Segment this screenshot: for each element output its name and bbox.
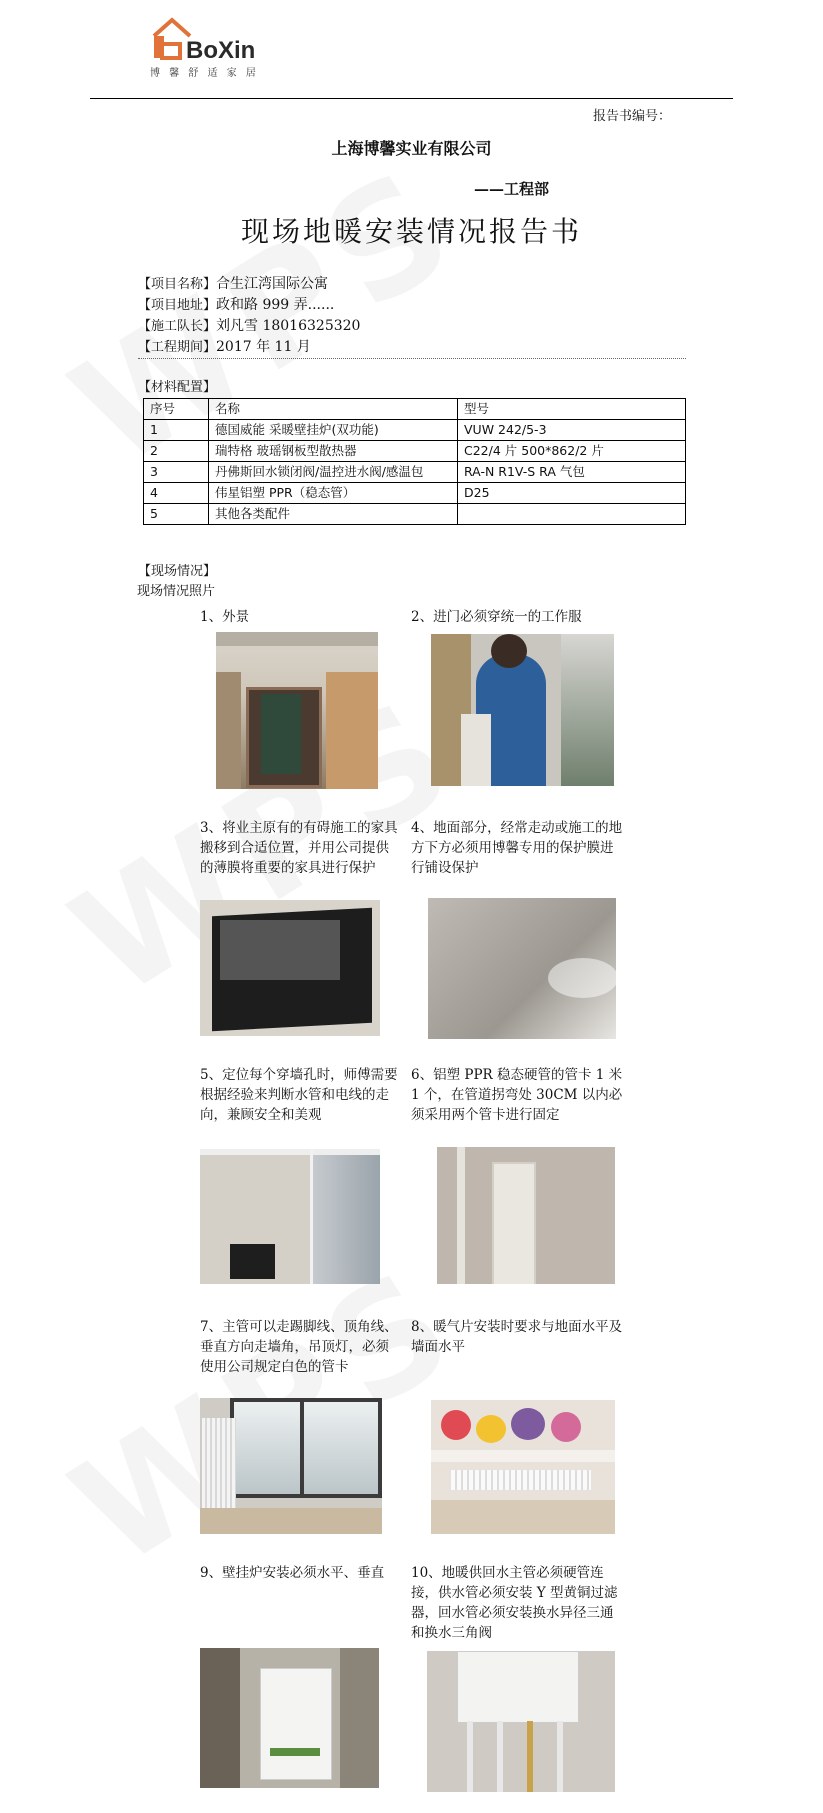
boiler-photo bbox=[200, 1648, 379, 1788]
floor-protection-photo bbox=[428, 898, 616, 1039]
table-header-cell: 序号 bbox=[144, 399, 209, 420]
project-period-line: 【工程期间】2017 年 11 月 bbox=[138, 339, 311, 355]
building-entrance-photo bbox=[216, 632, 378, 789]
site-section-subtitle: 现场情况照片 bbox=[137, 584, 216, 599]
photo-caption-3: 3、将业主原有的有碍施工的家具搬移到合适位置，并用公司提供的薄膜将重要的家具进行保护 bbox=[200, 820, 398, 876]
boiler-pipes-photo bbox=[427, 1651, 615, 1792]
table-header-row bbox=[144, 399, 686, 420]
table-row: 2 瑞特格 玻瑶钢板型散热器 C22/4 片 500*862/2 片 bbox=[144, 441, 686, 462]
photo-caption-8: 8、暖气片安装时要求与地面水平及墙面水平 bbox=[411, 1319, 623, 1355]
photo-caption-9: 9、壁挂炉安装必须水平、垂直 bbox=[200, 1565, 385, 1581]
department: ——工程部 bbox=[474, 180, 550, 198]
logo-text: BoXin bbox=[186, 37, 256, 64]
project-name-line: 【项目名称】合生江湾国际公寓 bbox=[138, 276, 329, 292]
logo-tagline: 博 馨 舒 适 家 居 bbox=[150, 68, 259, 79]
page-title: 现场地暖安装情况报告书 bbox=[240, 215, 582, 248]
door-pipe-photo bbox=[437, 1147, 615, 1284]
radiator-window-photo bbox=[200, 1398, 382, 1534]
photo-caption-6: 6、铝塑 PPR 稳态硬管的管卡 1 米 1 个，在管道拐弯处 30CM 以内必须采用两个管卡进行固定 bbox=[411, 1067, 623, 1123]
company-logo bbox=[150, 14, 270, 80]
materials-title: 【材料配置】 bbox=[138, 380, 217, 395]
photo-caption-5: 5、定位每个穿墙孔时，师傅需要根据经验来判断水管和电线的走向，兼顾安全和美观 bbox=[200, 1067, 398, 1123]
photo-caption-4: 4、地面部分，经常走动或施工的地方下方必须用博馨专用的保护膜进行铺设保护 bbox=[411, 820, 623, 876]
company-name: 上海博馨实业有限公司 bbox=[331, 139, 492, 158]
photo-caption-7: 7、主管可以走踢脚线、顶角线、垂直方向走墙角，吊顶灯，必须使用公司规定白色的管卡 bbox=[200, 1319, 398, 1375]
tv-wrapped-photo bbox=[200, 900, 380, 1036]
table-row: 3 丹佛斯回水锁闭阀/温控进水阀/感温包 RA-N R1V-S RA 气包 bbox=[144, 462, 686, 483]
radiator-toys-photo bbox=[431, 1400, 615, 1534]
table-row: 4 伟星铝塑 PPR（稳态管） D25 bbox=[144, 483, 686, 504]
room-corner-photo bbox=[200, 1149, 380, 1284]
report-number-label: 报告书编号： bbox=[593, 109, 672, 124]
table-header-cell: 型号 bbox=[458, 399, 686, 420]
team-leader-line: 【施工队长】刘凡雪 18016325320 bbox=[138, 318, 361, 334]
worker-uniform-photo bbox=[431, 634, 614, 786]
header-divider bbox=[90, 98, 733, 99]
table-row: 1 德国威能 采暖壁挂炉(双功能) VUW 242/5-3 bbox=[144, 420, 686, 441]
photo-caption-1: 1、外景 bbox=[200, 609, 250, 625]
photo-caption-10: 10、地暖供回水主管必须硬管连接，供水管必须安装 Y 型黄铜过滤器，回水管必须安装换水异径三通和换水三角阀 bbox=[411, 1565, 618, 1641]
table-row: 5 其他各类配件 bbox=[144, 504, 686, 525]
photo-caption-2: 2、进门必须穿统一的工作服 bbox=[411, 609, 582, 625]
table-header-cell: 名称 bbox=[209, 399, 458, 420]
materials-table bbox=[143, 398, 686, 525]
project-address-line: 【项目地址】政和路 999 弄...... bbox=[138, 297, 335, 313]
dotted-divider bbox=[138, 358, 686, 359]
site-section-title: 【现场情况】 bbox=[138, 564, 217, 579]
